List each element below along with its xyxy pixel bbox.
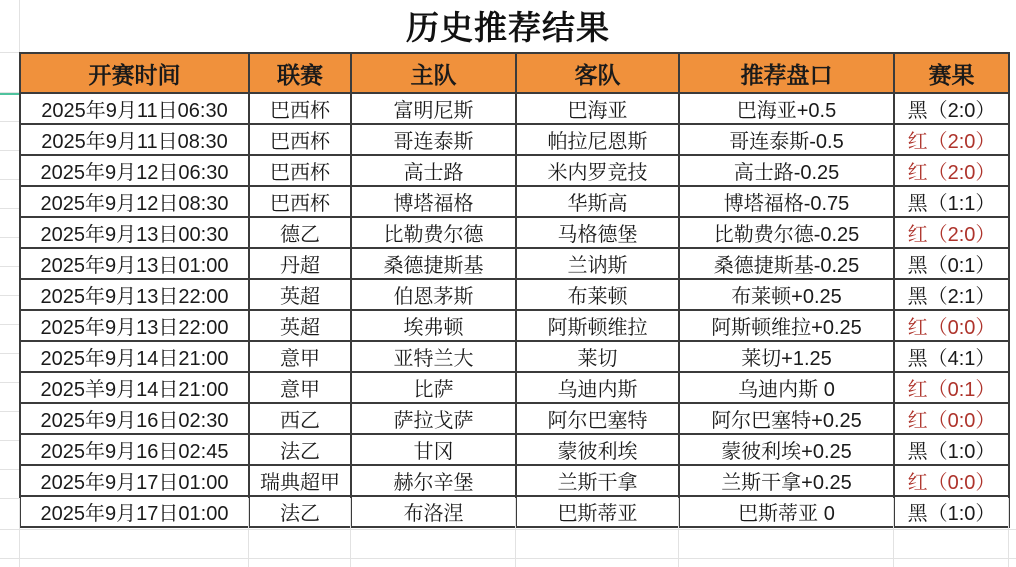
gridline <box>515 498 516 567</box>
gridline <box>0 324 19 325</box>
cell-handicap[interactable]: 莱切+1.25 <box>679 341 894 372</box>
cell-home[interactable]: 桑德捷斯基 <box>351 248 516 279</box>
cell-away[interactable]: 阿尔巴塞特 <box>516 403 679 434</box>
gridline <box>0 498 19 499</box>
cell-league[interactable]: 法乙 <box>249 496 351 527</box>
cell-home[interactable]: 赫尔辛堡 <box>351 465 516 496</box>
cell-league[interactable]: 英超 <box>249 279 351 310</box>
cell-away[interactable]: 蒙彼利埃 <box>516 434 679 465</box>
cell-home[interactable]: 布洛涅 <box>351 496 516 527</box>
header-cell-away[interactable]: 客队 <box>516 53 679 93</box>
cell-away[interactable]: 乌迪内斯 <box>516 372 679 403</box>
cell-handicap[interactable]: 巴斯蒂亚 0 <box>679 496 894 527</box>
cell-result[interactable]: 红（0:0） <box>894 310 1009 341</box>
cell-handicap[interactable]: 哥连泰斯-0.5 <box>679 124 894 155</box>
cell-handicap[interactable]: 布莱顿+0.25 <box>679 279 894 310</box>
gridline <box>0 411 19 412</box>
gridline <box>350 498 351 567</box>
cell-league[interactable]: 丹超 <box>249 248 351 279</box>
cell-time[interactable]: 2025羊9月14日21:00 <box>20 372 249 403</box>
cell-result[interactable]: 红（0:1） <box>894 372 1009 403</box>
cell-result[interactable]: 红（2:0） <box>894 217 1009 248</box>
header-cell-result[interactable]: 赛果 <box>894 53 1009 93</box>
gridline <box>19 498 20 567</box>
cell-result[interactable]: 红（2:0） <box>894 124 1009 155</box>
cell-handicap[interactable]: 蒙彼利埃+0.25 <box>679 434 894 465</box>
header-cell-league[interactable]: 联赛 <box>249 53 351 93</box>
gridline <box>0 295 19 296</box>
table-row <box>20 310 1009 341</box>
cell-league[interactable]: 巴西杯 <box>249 155 351 186</box>
cell-handicap[interactable]: 兰斯干拿+0.25 <box>679 465 894 496</box>
gridline <box>1008 498 1009 567</box>
table-row <box>20 124 1009 155</box>
gridline <box>0 558 1016 559</box>
header-cell-time[interactable]: 开赛时间 <box>20 53 249 93</box>
cell-result[interactable]: 黑（0:1） <box>894 248 1009 279</box>
cell-time[interactable]: 2025年9月14日21:00 <box>20 341 249 372</box>
gridline <box>0 208 19 209</box>
recommendation-table <box>19 52 1010 528</box>
cell-home[interactable]: 甘冈 <box>351 434 516 465</box>
cell-time[interactable]: 2025年9月13日01:00 <box>20 248 249 279</box>
table-row <box>20 93 1009 124</box>
table-body <box>20 93 1009 527</box>
cell-away[interactable]: 兰讷斯 <box>516 248 679 279</box>
table-row <box>20 465 1009 496</box>
gridline <box>0 92 19 93</box>
cell-league[interactable]: 巴西杯 <box>249 124 351 155</box>
cell-away[interactable]: 布莱顿 <box>516 279 679 310</box>
cell-league[interactable]: 意甲 <box>249 341 351 372</box>
cell-home[interactable]: 萨拉戈萨 <box>351 403 516 434</box>
cell-league[interactable]: 西乙 <box>249 403 351 434</box>
cell-handicap[interactable]: 阿尔巴塞特+0.25 <box>679 403 894 434</box>
cell-home[interactable]: 比萨 <box>351 372 516 403</box>
gridline <box>0 440 19 441</box>
cell-home[interactable]: 高士路 <box>351 155 516 186</box>
cell-away[interactable]: 帕拉尼恩斯 <box>516 124 679 155</box>
cell-away[interactable]: 华斯高 <box>516 186 679 217</box>
cell-home[interactable]: 富明尼斯 <box>351 93 516 124</box>
cell-result[interactable]: 红（0:0） <box>894 465 1009 496</box>
cell-handicap[interactable]: 巴海亚+0.5 <box>679 93 894 124</box>
gridline <box>0 266 19 267</box>
cell-result[interactable]: 黑（2:0） <box>894 93 1009 124</box>
cell-handicap[interactable]: 高士路-0.25 <box>679 155 894 186</box>
gridline <box>0 469 19 470</box>
cell-home[interactable]: 比勒费尔德 <box>351 217 516 248</box>
cell-home[interactable]: 伯恩茅斯 <box>351 279 516 310</box>
gridline <box>893 498 894 567</box>
cell-league[interactable]: 意甲 <box>249 372 351 403</box>
cell-away[interactable]: 兰斯干拿 <box>516 465 679 496</box>
cell-away[interactable]: 马格德堡 <box>516 217 679 248</box>
cell-result[interactable]: 黑（2:1） <box>894 279 1009 310</box>
cell-league[interactable]: 英超 <box>249 310 351 341</box>
cell-away[interactable]: 阿斯顿维拉 <box>516 310 679 341</box>
gridline <box>678 498 679 567</box>
gridline <box>0 52 19 53</box>
cell-result[interactable]: 黑（4:1） <box>894 341 1009 372</box>
cell-time[interactable]: 2025年9月17日01:00 <box>20 465 249 496</box>
table-row <box>20 403 1009 434</box>
gridline <box>248 498 249 567</box>
gridline <box>0 529 1016 530</box>
cell-handicap[interactable]: 比勒费尔德-0.25 <box>679 217 894 248</box>
cell-time[interactable]: 2025年9月12日06:30 <box>20 155 249 186</box>
cell-handicap[interactable]: 博塔福格-0.75 <box>679 186 894 217</box>
header-cell-handicap[interactable]: 推荐盘口 <box>679 53 894 93</box>
cell-time[interactable]: 2025年9月11日08:30 <box>20 124 249 155</box>
gridline <box>0 179 19 180</box>
table-row <box>20 217 1009 248</box>
cell-time[interactable]: 2025年9月16日02:30 <box>20 403 249 434</box>
cell-handicap[interactable]: 桑德捷斯基-0.25 <box>679 248 894 279</box>
cell-time[interactable]: 2025年9月12日08:30 <box>20 186 249 217</box>
cell-time[interactable]: 2025年9月13日22:00 <box>20 310 249 341</box>
cell-away[interactable]: 莱切 <box>516 341 679 372</box>
table-row <box>20 341 1009 372</box>
cell-home[interactable]: 埃弗顿 <box>351 310 516 341</box>
cell-result[interactable]: 红（0:0） <box>894 403 1009 434</box>
cell-home[interactable]: 亚特兰大 <box>351 341 516 372</box>
cell-league[interactable]: 巴西杯 <box>249 186 351 217</box>
cell-home[interactable]: 哥连泰斯 <box>351 124 516 155</box>
cell-result[interactable]: 黑（1:1） <box>894 186 1009 217</box>
table-row <box>20 279 1009 310</box>
cell-time[interactable]: 2025年9月17日01:00 <box>20 496 249 527</box>
table-row <box>20 248 1009 279</box>
cell-league[interactable]: 法乙 <box>249 434 351 465</box>
cell-time[interactable]: 2025年9月13日22:00 <box>20 279 249 310</box>
table-row <box>20 186 1009 217</box>
table-row <box>20 372 1009 403</box>
cell-away[interactable]: 巴斯蒂亚 <box>516 496 679 527</box>
header-cell-home[interactable]: 主队 <box>351 53 516 93</box>
cell-time[interactable]: 2025年9月11日06:30 <box>20 93 249 124</box>
cell-handicap[interactable]: 乌迪内斯 0 <box>679 372 894 403</box>
table-row <box>20 434 1009 465</box>
table-row <box>20 155 1009 186</box>
cell-time[interactable]: 2025年9月16日02:45 <box>20 434 249 465</box>
cell-league[interactable]: 瑞典超甲 <box>249 465 351 496</box>
gridline <box>0 353 19 354</box>
gridline <box>0 150 19 151</box>
cell-home[interactable]: 博塔福格 <box>351 186 516 217</box>
cell-league[interactable]: 巴西杯 <box>249 93 351 124</box>
table-header <box>20 53 1009 93</box>
cell-handicap[interactable]: 阿斯顿维拉+0.25 <box>679 310 894 341</box>
cell-result[interactable]: 黑（1:0） <box>894 496 1009 527</box>
page-title: 历史推荐结果 <box>406 9 610 46</box>
gridline <box>19 0 20 52</box>
header-row <box>20 53 1009 93</box>
cell-time[interactable]: 2025年9月13日00:30 <box>20 217 249 248</box>
cell-away[interactable]: 巴海亚 <box>516 93 679 124</box>
cell-result[interactable]: 黑（1:0） <box>894 434 1009 465</box>
gridline <box>0 382 19 383</box>
cell-result[interactable]: 红（2:0） <box>894 155 1009 186</box>
cell-league[interactable]: 德乙 <box>249 217 351 248</box>
cell-away[interactable]: 米内罗竞技 <box>516 155 679 186</box>
gridline <box>0 237 19 238</box>
gridline <box>0 121 19 122</box>
